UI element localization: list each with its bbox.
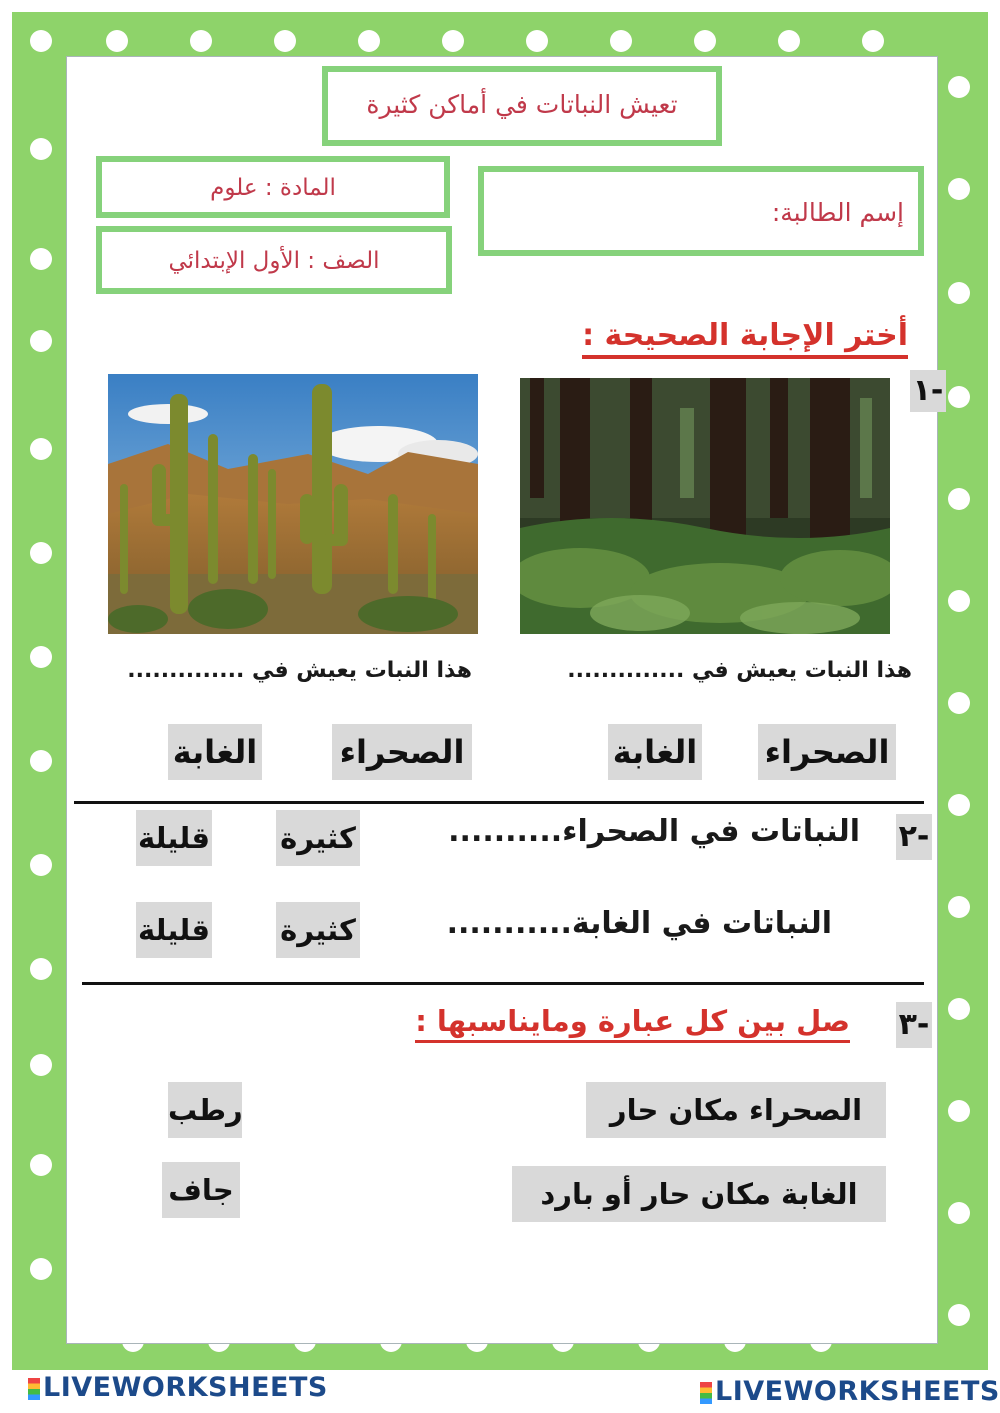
frame-dot [526,30,548,52]
question-3-number: ٣- [896,1002,932,1048]
subject-label: المادة : علوم [210,175,336,201]
desert-cacti-illustration [108,374,478,634]
frame-dot [948,282,970,304]
q1-left-option-forest[interactable]: الغابة [168,724,262,780]
liveworksheets-logo-icon [28,1378,40,1400]
question-2-number: ٢- [896,814,932,860]
q1-right-option-forest[interactable]: الغابة [608,724,702,780]
q3-statement-forest[interactable]: الغابة مكان حار أو بارد [512,1166,886,1222]
frame-dot [948,488,970,510]
frame-dot [30,138,52,160]
frame-dot [30,30,52,52]
frame-dot [948,794,970,816]
grade-label: الصف : الأول الإبتدائي [168,248,380,274]
q1-left-option-desert[interactable]: الصحراء [332,724,472,780]
frame-dot [778,30,800,52]
frame-dot [30,1154,52,1176]
q1-right-option-desert[interactable]: الصحراء [758,724,896,780]
forest-illustration [520,378,890,634]
footer-brand-right [700,1376,1000,1407]
desert-image [108,374,478,634]
frame-dot [30,248,52,270]
q2-option-few-2[interactable]: قليلة [136,902,212,958]
frame-dot [948,178,970,200]
frame-dot [948,998,970,1020]
frame-dot [190,30,212,52]
frame-dot [30,438,52,460]
frame-dot [948,76,970,98]
q1-left-sentence: هذا النبات يعيش في .............. [127,658,472,683]
frame-dot [610,30,632,52]
frame-dot [948,1202,970,1224]
title-box [322,66,722,146]
q3-statement-desert[interactable]: الصحراء مكان حار [586,1082,886,1138]
frame-dot [948,692,970,714]
frame-dot [30,542,52,564]
grade-box [96,226,452,294]
frame-dot [442,30,464,52]
subject-box [96,156,450,218]
footer-brand-left [28,1372,328,1403]
q2-option-few-1[interactable]: قليلة [136,810,212,866]
instruction-choose-correct: أختر الإجابة الصحيحة : [582,318,908,359]
student-name-label: إسم الطالبة: [771,198,904,227]
frame-dot [862,30,884,52]
worksheet-title: تعيش النباتات في أماكن كثيرة [366,90,678,119]
frame-dot [30,1258,52,1280]
frame-dot [358,30,380,52]
frame-dot [30,1054,52,1076]
frame-dot [30,750,52,772]
student-name-box[interactable] [478,166,924,256]
frame-dot [694,30,716,52]
section-divider [82,982,924,985]
q2-option-many-1[interactable]: كثيرة [276,810,360,866]
frame-dot [30,958,52,980]
frame-dot [948,1304,970,1326]
footer-brand-right-text: LIVEWORKSHEETS [715,1376,1000,1407]
frame-dot [106,30,128,52]
question-1-number: ١- [910,370,946,412]
forest-image [520,378,890,634]
frame-dot [30,330,52,352]
q3-answer-humid[interactable]: رطب [168,1082,242,1138]
liveworksheets-logo-icon [700,1382,712,1404]
instruction-match: صل بين كل عبارة ومايناسبها : [415,1004,850,1043]
frame-dot [948,1100,970,1122]
frame-dot [30,854,52,876]
q1-right-sentence: هذا النبات يعيش في .............. [567,658,912,683]
frame-dot [948,590,970,612]
frame-dot [30,646,52,668]
q2-line-2: النباتات في الغابة........... [446,906,832,941]
section-divider [74,801,924,804]
footer-brand-left-text: LIVEWORKSHEETS [43,1372,328,1403]
frame-dot [948,896,970,918]
frame-dot [948,386,970,408]
q3-answer-dry[interactable]: جاف [162,1162,240,1218]
frame-dot [274,30,296,52]
q2-line-1: النباتات في الصحراء.......... [448,814,860,849]
q2-option-many-2[interactable]: كثيرة [276,902,360,958]
